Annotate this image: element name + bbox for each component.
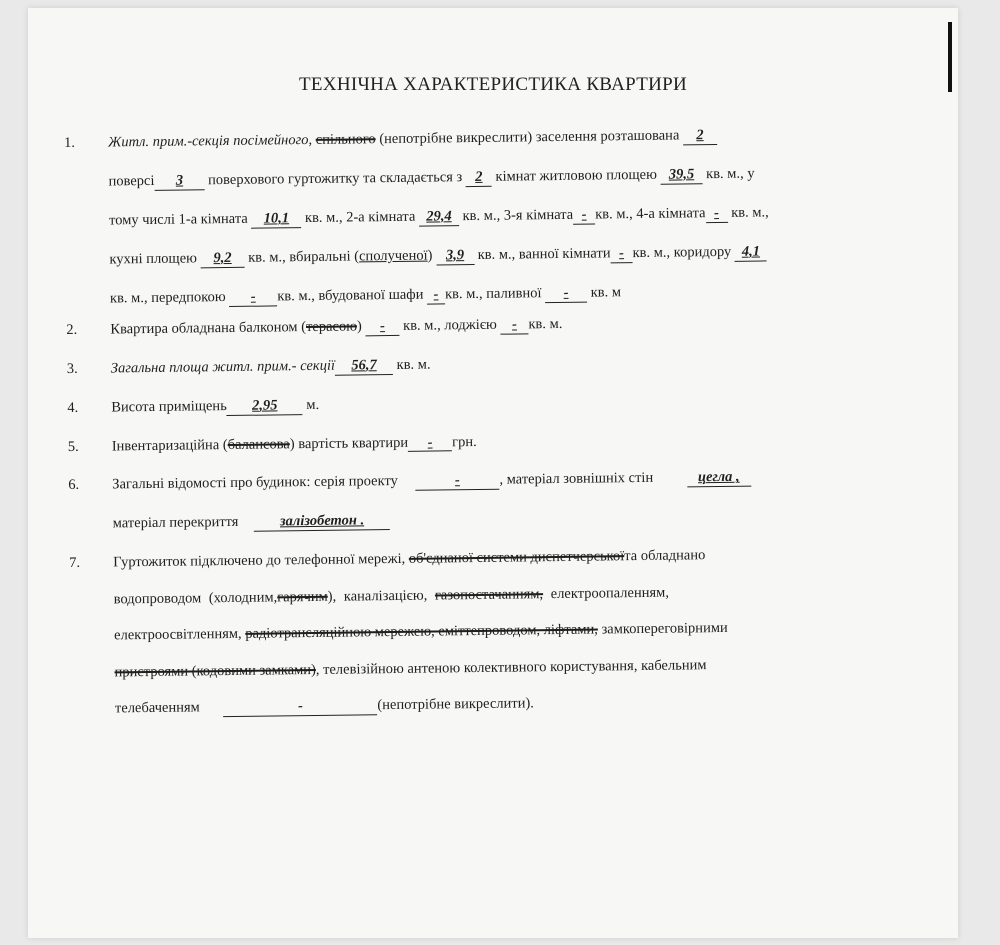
- item-text: кв. м., у: [706, 165, 755, 183]
- hall-field: -: [229, 289, 277, 307]
- struck-text: радіотрансляційною мережею, еміттепроводом, ліфтами,: [245, 621, 598, 643]
- floor-field: 2: [683, 128, 717, 145]
- item-text: Загальна площа житл. прим.- секції: [110, 357, 336, 377]
- room2-field: 29,4: [419, 209, 459, 226]
- item-1: [64, 126, 916, 309]
- item-3: [67, 351, 917, 378]
- wardrobe-field: -: [427, 287, 445, 304]
- living-area-field: 39,5: [660, 167, 702, 184]
- item-text: ): [427, 247, 433, 264]
- item-text: кв. м., 2-а кімната: [304, 208, 416, 226]
- item-text: Загальні відомості про будинок: серія проекту: [112, 473, 398, 493]
- ceiling-field: залізобетон .: [254, 513, 390, 532]
- item-text: кв. м., коридору: [632, 243, 732, 261]
- item-number: 2.: [66, 321, 78, 338]
- struck-text: об'єднаної системи диспетчерської: [408, 548, 625, 568]
- room4-field: -: [705, 206, 727, 223]
- corridor-field: 4,1: [735, 244, 767, 261]
- room1-field: 10,1: [251, 211, 301, 229]
- item-text: та обладнано: [624, 547, 706, 565]
- item-number: 7.: [69, 555, 81, 572]
- item-text: кв. м., 4-а кімната: [595, 205, 706, 223]
- bath-field: -: [610, 246, 632, 263]
- item-text: кв. м., 3-я кімната: [462, 206, 574, 225]
- item-text: м.: [306, 396, 320, 413]
- item-text: електроосвітленням,: [114, 626, 242, 644]
- item-text: матеріал перекриття: [112, 514, 239, 532]
- item-number: 6.: [68, 477, 80, 494]
- cost-field: -: [408, 435, 452, 452]
- document-title: ТЕХНІЧНА ХАРАКТЕРИСТИКА КВАРТИРИ: [298, 74, 688, 95]
- item-number: 5.: [67, 438, 79, 455]
- item-text: грн.: [451, 433, 477, 450]
- item-text: кв. м., вбиральні (: [248, 248, 360, 266]
- item-text: телебаченням: [114, 699, 200, 717]
- item-text: ): [356, 318, 362, 335]
- item-text: кухні площею: [109, 250, 198, 268]
- loggia-field: -: [500, 317, 528, 334]
- item-text: кв. м.: [396, 356, 431, 373]
- item-text: Висота приміщень: [111, 397, 227, 416]
- document-page: [28, 8, 958, 938]
- characteristics-list: [64, 126, 921, 720]
- toilet-field: 3,9: [436, 248, 474, 265]
- item-4: [67, 390, 917, 417]
- struck-text: спільного: [315, 131, 376, 148]
- balcony-field: -: [365, 319, 399, 336]
- cable-tv-field: -: [223, 699, 377, 718]
- item-text: кв. м: [590, 283, 622, 301]
- floors-total-field: 3: [154, 173, 204, 191]
- kitchen-field: 9,2: [200, 251, 244, 268]
- room3-field: -: [573, 207, 595, 224]
- item-5: [68, 429, 918, 456]
- item-text: водопроводом (холодним,: [113, 589, 278, 608]
- rooms-field: 2: [466, 170, 492, 187]
- item-text: , матеріал зовнішніх стін: [499, 470, 654, 489]
- item-text: ) вартість квартири: [289, 434, 409, 452]
- item-text: (непотрібне викреслити) заселення розташована: [379, 127, 680, 148]
- struck-text: балансова: [227, 435, 290, 453]
- combined-text: сполученої: [358, 247, 428, 265]
- item-number: 4.: [67, 399, 79, 416]
- item-text: кв. м., ванної кімнати: [477, 245, 611, 263]
- struck-text: газопостачанням,: [434, 585, 544, 604]
- item-text: , телевізійною антеною колективного користування, кабельним: [315, 657, 707, 678]
- item-text: Квартира обладнана балконом (: [110, 318, 307, 338]
- height-field: 2,95: [227, 398, 303, 416]
- struck-text: терасою: [305, 318, 358, 335]
- item-text: ), каналізацією,: [327, 587, 428, 605]
- struck-text: гарячим: [277, 588, 328, 606]
- item-number: 3.: [66, 360, 78, 377]
- item-text: Інвентаризаційна (: [111, 436, 228, 454]
- item-7: [69, 546, 921, 719]
- total-area-field: 56,7: [335, 358, 393, 376]
- item-6: [68, 468, 919, 534]
- struck-text: пристроями (кодовими замками): [114, 661, 316, 681]
- item-text: (непотрібне викреслити).: [377, 695, 534, 714]
- series-field: -: [415, 473, 499, 491]
- item-text: замкопереговірними: [601, 620, 728, 638]
- item-text: кв. м.: [528, 315, 563, 333]
- item-text: поверсі: [108, 172, 155, 190]
- item-text: Гуртожиток підключено до телефонної мережі,: [113, 551, 406, 571]
- item-2: [66, 312, 916, 339]
- item-text: поверхового гуртожитку та складається з: [207, 169, 463, 189]
- item-text: кв. м., паливної: [444, 284, 542, 303]
- walls-field: цегла ,: [687, 470, 751, 488]
- item-text: кв. м., передпокою: [109, 288, 226, 307]
- item-text: електроопаленням,: [550, 584, 670, 602]
- item-text: кв. м., лоджією: [402, 316, 497, 334]
- item-text: кв. м., вбудованої шафи: [277, 286, 424, 305]
- item-number: 1.: [63, 134, 76, 151]
- item-text: тому числі 1-а кімната: [108, 210, 248, 229]
- item-text: кв. м.,: [731, 204, 769, 221]
- item-text: кімнат житловою площею: [495, 166, 657, 185]
- fuel-field: -: [545, 285, 587, 302]
- item-text: Житл. прим.-секція посімейного,: [107, 131, 313, 151]
